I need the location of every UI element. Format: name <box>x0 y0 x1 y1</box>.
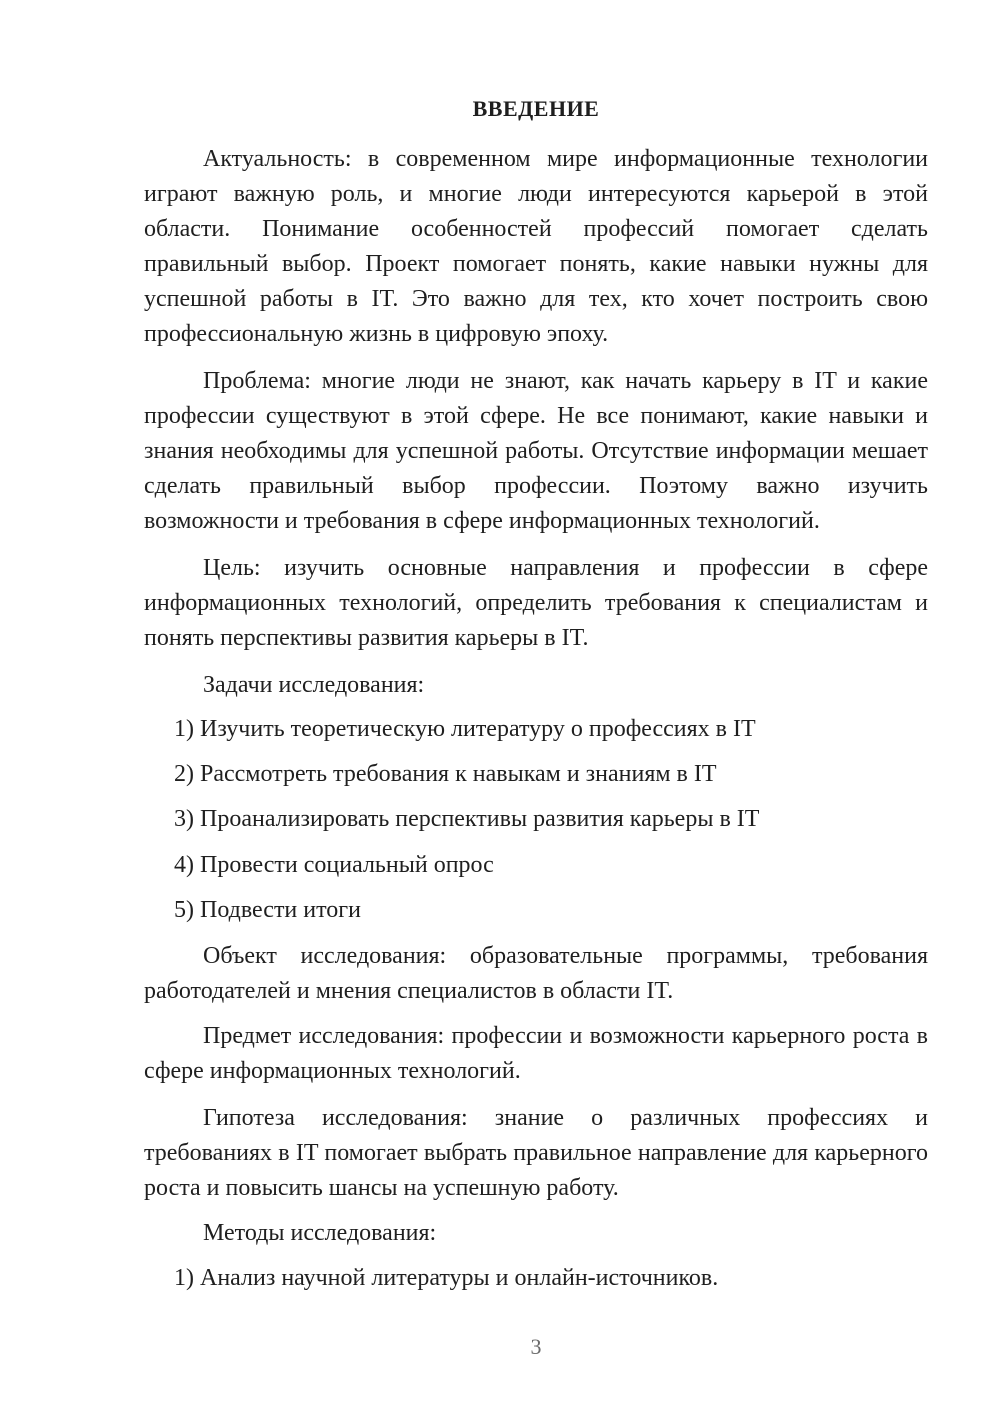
task-item: 3) Проанализировать перспективы развития карьеры в IT <box>174 806 760 832</box>
task-item: 1) Изучить теоретическую литературу о профессиях в IT <box>174 716 756 742</box>
page-number: 3 <box>530 1334 542 1359</box>
paragraph-relevance: Актуальность: в современном мире информационные технологии играют важную роль, и многие люди интересуются карьерой в этой области. Понимание особенностей профессий помогает сделать правильный выбор. Проект помогает понять, какие навыки нужны для успешной работы в IT. Это важно для тех, кто хочет построить свою профессиональную жизнь в цифровую эпоху. <box>144 146 928 347</box>
paragraph-goal: Цель: изучить основные направления и профессии в сфере информационных технологий, определить требования к специалистам и понять перспективы развития карьеры в IT. <box>144 555 928 651</box>
tasks-title: Задачи исследования: <box>203 672 425 698</box>
page-title: ВВЕДЕНИЕ <box>472 96 600 121</box>
method-item: 1) Анализ научной литературы и онлайн-источников. <box>174 1265 719 1291</box>
paragraph-object: Объект исследования: образовательные программы, требования работодателей и мнения специалистов в области IT. <box>144 943 928 1004</box>
paragraph-subject: Предмет исследования: профессии и возможности карьерного роста в сфере информационных технологий. <box>144 1023 928 1084</box>
methods-title: Методы исследования: <box>203 1220 437 1246</box>
task-item: 4) Провести социальный опрос <box>174 852 494 878</box>
paragraph-problem: Проблема: многие люди не знают, как начать карьеру в IT и какие профессии существуют в этой сфере. Не все понимают, какие навыки и знания необходимы для успешной работы. Отсутствие информации мешает сделать правильный выбор профессии. Поэтому важно изучить возможности и требования в сфере информационных технологий. <box>144 368 928 534</box>
paragraph-hypothesis: Гипотеза исследования: знание о различных профессиях и требованиях в IT помогает выбрать правильное направление для карьерного роста и повысить шансы на успешную работу. <box>144 1105 928 1201</box>
task-item: 2) Рассмотреть требования к навыкам и знаниям в IT <box>174 761 717 787</box>
task-item: 5) Подвести итоги <box>174 897 361 923</box>
